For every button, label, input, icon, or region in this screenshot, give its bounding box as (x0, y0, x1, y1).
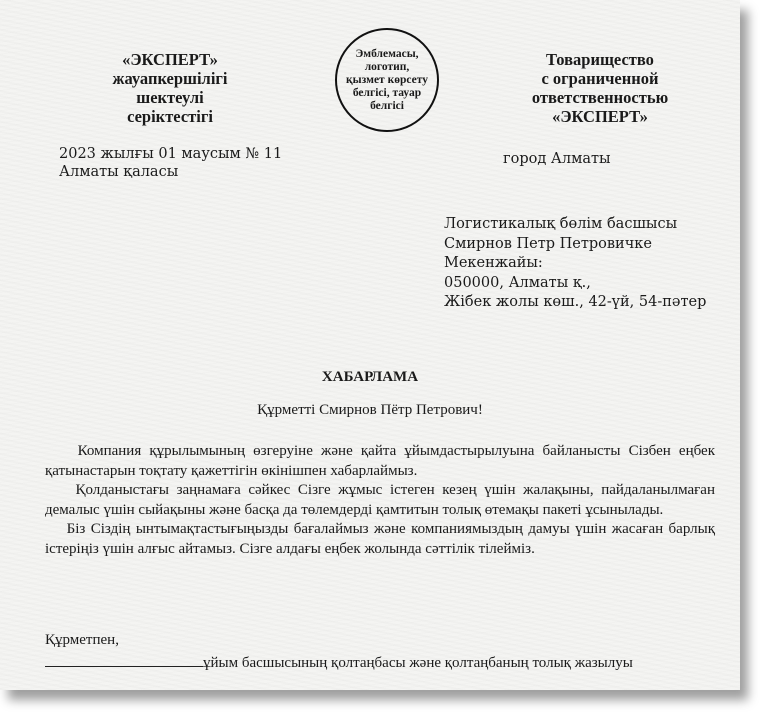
document-title: ХАБАРЛАМА (321, 369, 419, 385)
paragraph (45, 520, 715, 559)
letterhead-ru-line: «ЭКСПЕРТ» (552, 107, 648, 126)
emblem-line: белгісі (370, 99, 404, 112)
letterhead-kz-line: «ЭКСПЕРТ» (122, 50, 218, 69)
paragraph-text: Компания құрылымының өзгеруіне және қайта ұйымдастырылуына байланысты Сізбен еңбек қатынастарын тоқтату қажеттігін өкінішпен хабарлаймыз. (45, 443, 716, 479)
emblem-line: қызмет көрсету (346, 73, 428, 86)
recipient-block (444, 215, 706, 313)
recipient-line: Мекенжайы: (444, 255, 543, 271)
recipient-line: Смирнов Петр Петровичке (444, 235, 652, 252)
emblem-line: логотип, (364, 60, 410, 73)
letter-body (45, 442, 715, 559)
letterhead-kz (60, 50, 280, 126)
signature-caption: ұйым басшысының қолтаңбасы және қолтаңбаның толық жазылуы (203, 655, 633, 671)
letterhead-ru (500, 50, 700, 126)
letterhead-ru-line: с ограниченной (541, 69, 659, 88)
letterhead-ru-line: ответственностью (531, 88, 669, 107)
paragraph-text: Біз Сіздің ынтымақтастығыңызды бағалаймыз және компаниямыздың дамуы үшін жасаған барлық істеріңіз үшін алғыс айтамыз. Сізге алдағы еңбек жолында сәттілік тілейміз. (45, 521, 715, 557)
date-number: 2023 жылғы 01 маусым № 11 (59, 146, 283, 162)
city-kz: Алматы қаласы (59, 164, 179, 180)
recipient-line: 050000, Алматы қ., (444, 274, 591, 291)
greeting: Құрметті Смирнов Пётр Петрович! (257, 402, 483, 418)
emblem-line: Эмблемасы, (355, 47, 419, 60)
paragraph (45, 481, 715, 520)
paragraph (45, 442, 715, 481)
letterhead-kz-line: серіктестігі (127, 107, 213, 126)
signature-line (45, 652, 633, 672)
recipient-line: Логистикалық бөлім басшысы (444, 216, 678, 232)
letterhead-ru-line: Товарищество (546, 50, 654, 69)
paragraph-text: Қолданыстағы заңнамаға сәйкес Сізге жұмыс істеген кезең үшін жалақыны, пайдаланылмаған демалыс үшін сыйақыны және басқа да төлемдерді қамтитын толық өтемақы пакеті ұсынылады. (45, 482, 715, 518)
date-block (59, 145, 282, 181)
letterhead-kz-line: жауапкершілігі (112, 69, 228, 88)
signature-blank (45, 652, 203, 667)
emblem-circle-icon (335, 28, 439, 132)
letterhead-kz-line: шектеулі (136, 88, 204, 107)
recipient-line: Жібек жолы көш., 42-үй, 54-пәтер (444, 294, 707, 310)
emblem-line: белгісі, тауар (352, 86, 422, 99)
closing: Құрметпен, (45, 632, 119, 648)
city-ru: город Алматы (503, 151, 611, 167)
